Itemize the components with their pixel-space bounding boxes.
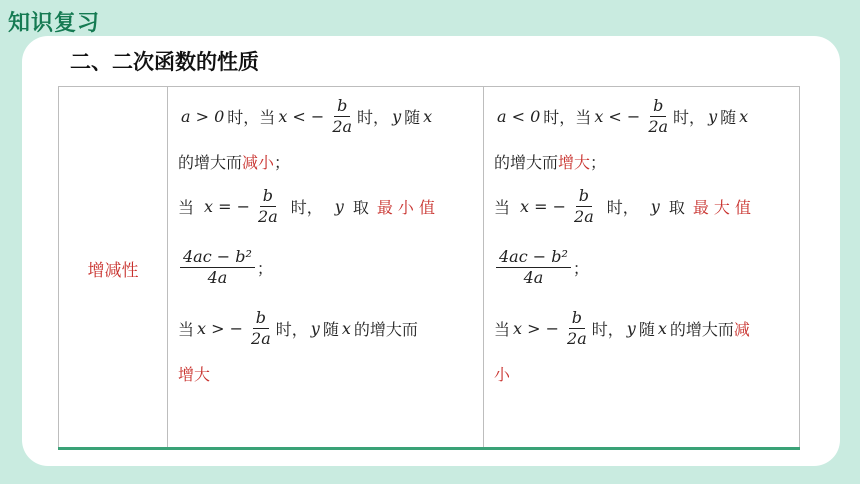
- header-title: 知识复习: [8, 11, 101, 36]
- line-extreme-formula: $\frac{\text{4ac − b²}}{4a}$ ；: [494, 231, 791, 303]
- extreme-value: 最 大 值: [692, 197, 752, 217]
- fraction-b-over-2a: $\frac{b}{2a}$: [574, 185, 594, 226]
- fraction-b-over-2a: $\frac{b}{2a}$: [648, 95, 669, 136]
- trend-result: 减小: [242, 152, 275, 172]
- section-title: 二、二次函数的性质: [70, 50, 259, 74]
- trend-result: 增大: [558, 152, 591, 172]
- line-condition: a < 0 时，当 x < − $\frac{b}{2a}$ 时， y 随 x: [497, 95, 749, 136]
- fraction-b-over-2a: $\frac{b}{2a}$: [567, 307, 587, 348]
- line-condition: a > 0 时，当 x < − $\frac{b}{2a}$ 时， y 随 x: [181, 95, 433, 136]
- trend-result: 小: [494, 364, 511, 384]
- line-vertex: 当 x = − $\frac{b}{2a}$ 时， y 取 最 大 值: [494, 185, 752, 226]
- table-bottom-bar: [58, 447, 800, 450]
- line-extreme-formula: $\frac{\text{4ac − b²}}{4a}$ ；: [178, 231, 475, 303]
- table-row: [59, 87, 800, 450]
- line-trend-2: [494, 353, 791, 393]
- line-trend-2: [178, 353, 475, 393]
- line-right-side: 当 x > − $\frac{b}{2a}$ 时， y 随 x 的增大而: [178, 307, 418, 348]
- fraction-b-over-2a: $\frac{b}{2a}$: [258, 185, 278, 226]
- fraction-b-over-2a: $\frac{b}{2a}$: [332, 95, 353, 136]
- extreme-value: 最 小 值: [376, 197, 436, 217]
- case-a-negative: [484, 87, 800, 450]
- fraction-b-over-2a: $\frac{b}{2a}$: [251, 307, 271, 348]
- trend-result: 减: [733, 319, 750, 339]
- case-a-positive: [168, 87, 484, 450]
- properties-table: [58, 86, 800, 450]
- line-vertex: 当 x = − $\frac{b}{2a}$ 时， y 取 最 小 值: [178, 185, 436, 226]
- fraction-extreme: $\frac{\text{4ac − b²}}{4a}$: [496, 247, 571, 288]
- fraction-extreme: $\frac{\text{4ac − b²}}{4a}$: [180, 247, 255, 288]
- trend-result: 增大: [178, 364, 211, 384]
- line-trend-1: 的增大而 减小 ；: [178, 141, 475, 181]
- row-label: 增减性: [59, 87, 168, 450]
- line-right-side: 当 x > − $\frac{b}{2a}$ 时， y 随 x 的增大而 减: [494, 307, 750, 348]
- line-trend-1: 的增大而 增大 ；: [494, 141, 791, 181]
